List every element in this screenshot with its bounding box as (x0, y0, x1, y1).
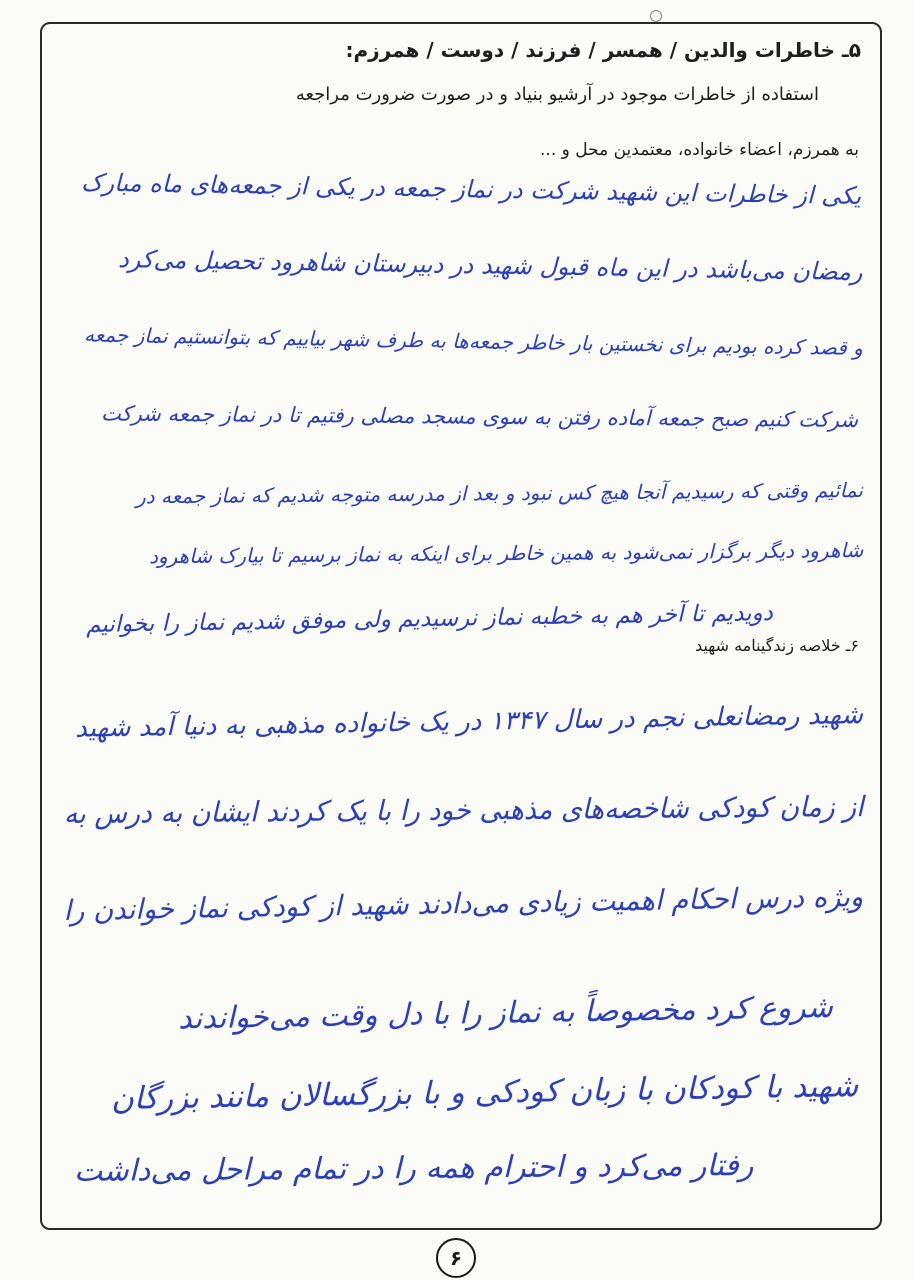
biography-line: رفتار می‌کرد و احترام همه را در تمام مراحل می‌داشت (73, 1148, 754, 1189)
section6-heading: ۶ـ خلاصه زندگینامه شهید (694, 636, 859, 655)
memoir-line: شرکت کنیم صبح جمعه آماده رفتن به سوی مسجد مصلی رفتیم تا در نماز جمعه شرکت (100, 401, 859, 432)
biography-line: شروع کرد مخصوصاً به نماز را با دل وقت می‌خواندند (177, 990, 834, 1037)
section5-instruction-line1: استفاده از خاطرات موجود در آرشیو بنیاد و در صورت ضرورت مراجعه (295, 84, 819, 105)
section5-heading: ۵ـ خاطرات والدین / همسر / فرزند / دوست / همرزم: (345, 38, 861, 62)
memoir-line: دویدیم تا آخر هم به خطبه نماز نرسیدیم ولی موفق شدیم نماز را بخوانیم (85, 600, 774, 638)
memoir-line: نمائیم وقتی که رسیدیم آنجا هیچ کس نبود و بعد از مدرسه متوجه شدیم که نماز جمعه در (136, 478, 864, 509)
page-number: ۶ (436, 1238, 476, 1278)
section5-instruction-line2: به همرزم، اعضاء خانواده، معتمدین محل و ... (540, 140, 859, 160)
biography-line: ویژه درس احکام اهمیت زیادی می‌دادند شهید از کودکی نماز خواندن را (63, 880, 864, 927)
biography-line: از زمان کودکی شاخصه‌های مذهبی خود را با یک کردند ایشان به درس به (63, 790, 864, 830)
biography-line: شهید با کودکان با زبان کودکی و با بزرگسالان مانند بزرگان (110, 1068, 859, 1118)
memoir-line: و قصد کرده بودیم برای نخستین بار خاطر جمعه‌ها به طرف شهر بیاییم که بتوانستیم نماز جمعه (84, 322, 864, 360)
memoir-line: شاهرود دیگر برگزار نمی‌شود به همین خاطر برای اینکه به نماز برسیم تا بیارک شاهرود (148, 538, 864, 569)
paper-punch-mark (650, 10, 662, 22)
biography-line: شهید رمضانعلی نجم در سال ۱۳۴۷ در یک خانواده مذهبی به دنیا آمد شهید (74, 700, 864, 744)
memoir-line: رمضان می‌باشد در این ماه قبول شهید در دبیرستان شاهرود تحصیل می‌کرد (118, 245, 864, 286)
memoir-line: یکی از خاطرات این شهید شرکت در نماز جمعه در یکی از جمعه‌های ماه مبارک (80, 168, 862, 210)
